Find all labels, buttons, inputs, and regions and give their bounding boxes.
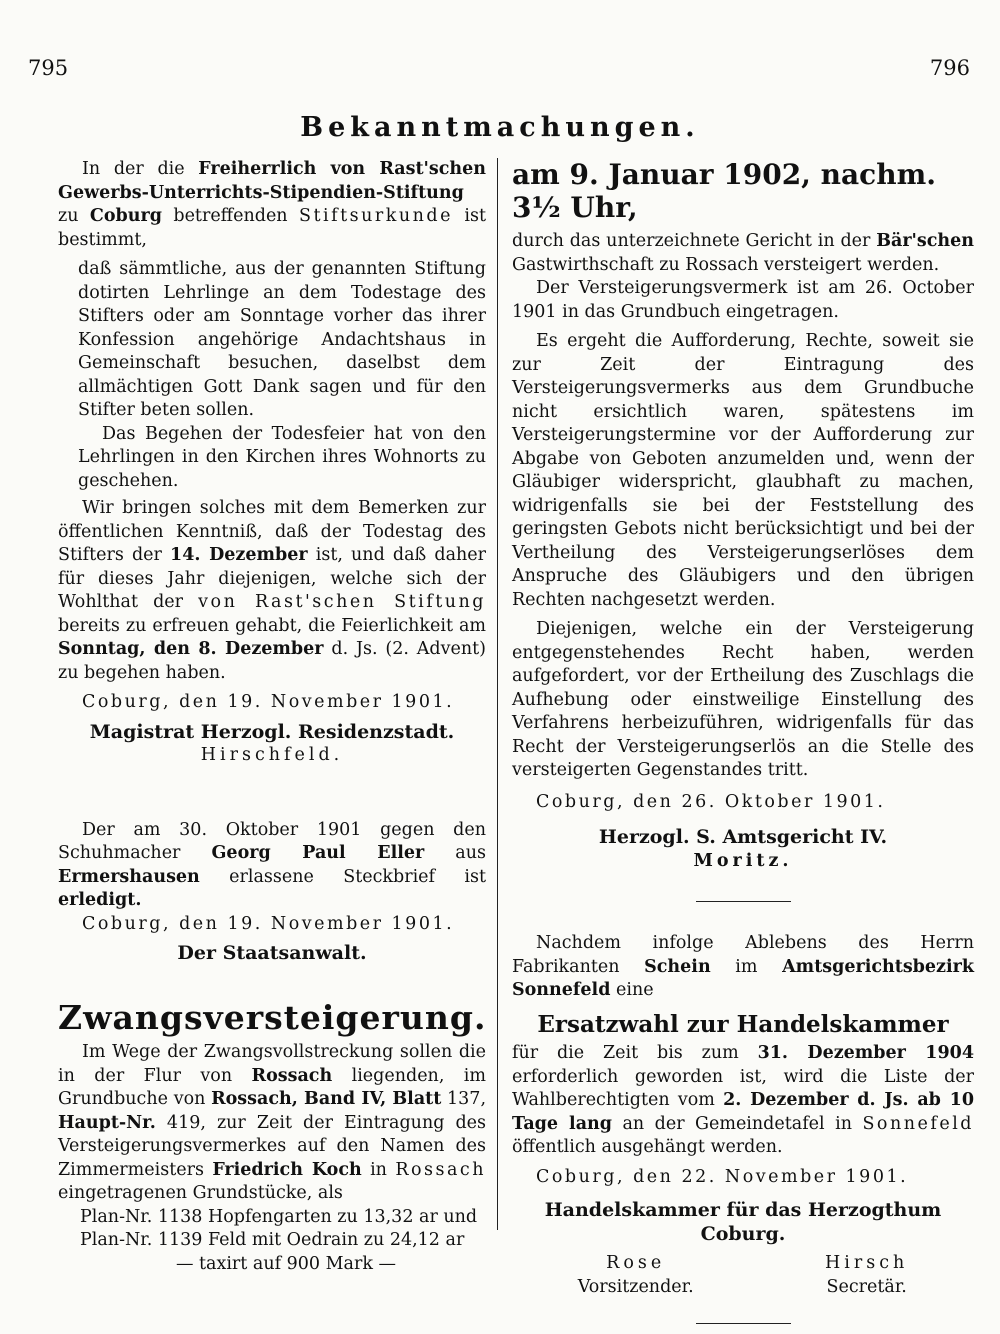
- notice-steckbrief-date: Coburg, den 19. November 1901.: [82, 913, 455, 934]
- notice-stiftung-date: Coburg, den 19. November 1901.: [82, 692, 455, 712]
- notice-steckbrief-signature: Der Staatsanwalt.: [177, 942, 367, 964]
- notice-steckbrief-body: Der am 30. Oktober 1901 gegen den Schuhmacher Georg Paul Eller aus Ermershausen erlassene Steckbrief ist erledigt.: [58, 819, 486, 910]
- bottom-rule: [696, 1323, 791, 1324]
- notice-auction-rights: Diejenigen, welche ein der Versteigerung entgegenstehendes Recht haben, werden aufgefordert, vor der Ertheilung des Zuschlags die Aufhebung oder einstweilige Einstellung des Verfahrens herbeizuführen, widrigenfalls für das Recht der Versteigerungserlös an die Stelle des versteigerten Gegenstandes tritt.: [512, 619, 974, 780]
- signer-hirsch-role: Secretär.: [826, 1276, 907, 1297]
- notice-stiftung-signature: Magistrat Herzogl. Residenzstadt.: [89, 720, 455, 743]
- notice-auction-request: Es ergeht die Aufforderung, Rechte, soweit sie zur Zeit der Eintragung des Versteigerungsvermerks aus dem Grundbuche nicht ersichtlich waren, spätestens im Versteigerungstermine vor der Aufforderung zur Abgabe von Geboten anzumelden und, wenn der Gläubiger widerspricht, glaubhaft zu machen, widrigenfalls sie bei der Feststellung des geringsten Gebots nicht berücksichtigt und bei der Vertheilung des Versteigerungserlöses dem Anspruche des Gläubigers und den übrigen Rechten nachgesetzt werden.: [512, 331, 974, 610]
- left-column: [58, 158, 486, 1276]
- signer-rose-role: Vorsitzender.: [577, 1276, 694, 1297]
- notice-taxation: — taxirt auf 900 Mark —: [175, 1253, 396, 1274]
- notice-plan-2: Plan-Nr. 1139 Feld mit Oedrain zu 24,12 ar: [80, 1230, 465, 1250]
- page-number-right: 796: [929, 56, 970, 80]
- notice-auction-signer: Moritz.: [693, 850, 793, 871]
- divider-rule: [696, 901, 791, 902]
- notice-plan-1: Plan-Nr. 1138 Hopfengarten zu 13,32 ar und: [80, 1206, 478, 1227]
- page-heading: Bekanntmachungen.: [300, 112, 700, 143]
- notice-stiftung-intro: In der die Freiherrlich von Rast'schen Gewerbs-Unterrichts-Stipendien-Stiftung zu Coburg betreffenden Stiftsurkunde ist bestimmt,: [58, 159, 487, 250]
- signer-rose: Rose: [606, 1253, 666, 1273]
- notice-stiftung-signer: Hirschfeld.: [200, 745, 344, 765]
- notice-zwangsversteigerung-title: Zwangsversteigerung.: [58, 997, 487, 1037]
- column-divider: [497, 158, 498, 1230]
- notice-election-title: Ersatzwahl zur Handelskammer: [537, 1010, 949, 1038]
- notice-auction-date: am 9. Januar 1902, nachm. 3½ Uhr,: [512, 158, 936, 224]
- notice-stiftung-quote-1: daß sämmtliche, aus der genannten Stiftung dotirten Lehrlinge an dem Todestage des Stifters oder am Sonntage vorher das ihrer Konfession angehörige Andachtshaus in Gemeinschaft besuchen, daselbst dem allmächtigen Gott Dank sagen und für den Stifter beten sollen.: [78, 259, 486, 420]
- notice-auction-date-place: Coburg, den 26. Oktober 1901.: [536, 791, 886, 812]
- notice-auction-signature: Herzogl. S. Amtsgericht IV.: [598, 826, 888, 848]
- notice-election-intro: Nachdem infolge Ablebens des Herrn Fabrikanten Schein im Amtsgerichtsbezirk Sonnefeld eine: [512, 933, 974, 1000]
- notice-stiftung-body: Wir bringen solches mit dem Bemerken zur öffentlichen Kenntniß, daß der Todestag des Stifters der 14. Dezember ist, und daß daher für dieses Jahr diejenigen, welche sich der Wohlthat der von Rast'schen Stiftung bereits zu erfreuen gehabt, die Feierlichkeit am Sonntag, den 8. Dezember d. Js. (2. Advent) zu begehen haben.: [58, 498, 486, 683]
- page-number-left: 795: [28, 56, 69, 80]
- notice-election-body: für die Zeit bis zum 31. Dezember 1904 erforderlich geworden ist, wird die Liste der Wahlberechtigten vom 2. Dezember d. Js. ab 10 Tage lang an der Gemeindetafel in Sonnefeld öffentlich ausgehängt werden.: [512, 1043, 975, 1157]
- notice-zwangsversteigerung-body: Im Wege der Zwangsvollstreckung sollen die in der Flur von Rossach liegenden, im Grundbuche von Rossach, Band IV, Blatt 137, Haupt-Nr. 419, zur Zeit der Eintragung des Versteigerungsvermerkes auf den Namen des Zimmermeisters Friedrich Koch in Rossach eingetragenen Grundstücke, als: [58, 1042, 487, 1203]
- right-column: [512, 158, 974, 1324]
- notice-auction-registry: Der Versteigerungsvermerk ist am 26. October 1901 in das Grundbuch eingetragen.: [512, 278, 974, 322]
- notice-stiftung-quote-2: Das Begehen der Todesfeier hat von den Lehrlingen in den Kirchen ihres Wohnorts zu geschehen.: [78, 423, 486, 491]
- notice-election-signers: [512, 1252, 974, 1299]
- notice-election-signature: Handelskammer für das Herzogthum Coburg.: [544, 1199, 942, 1245]
- notice-election-date: Coburg, den 22. November 1901.: [536, 1166, 909, 1187]
- signer-hirsch: Hirsch: [825, 1253, 909, 1273]
- notice-auction-location: durch das unterzeichnete Gericht in der Bär'schen Gastwirthschaft zu Rossach versteigert werden.: [512, 231, 974, 275]
